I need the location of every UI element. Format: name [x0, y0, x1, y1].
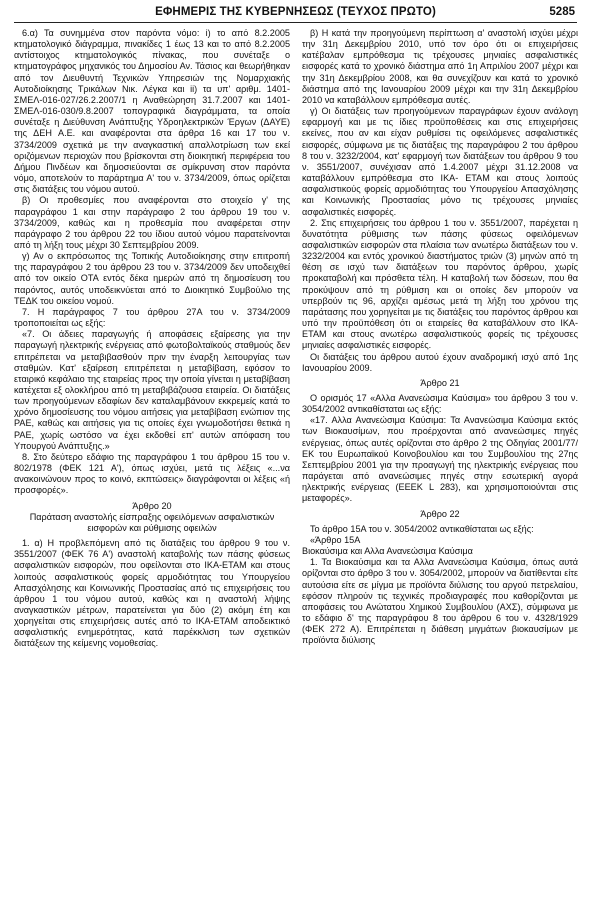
paragraph: 6.α) Τα συνημμένα στον παρόντα νόμο: i) το από 8.2.2005 κτηματολογικό διάγραμμα, πινακίδες 1 έως 13 και το από 8.2.2005 αντίστοιχος κτηματολογικός πίνακας, που συνέταξε ο κτηματογράφος μηχανικός του Δημοσίου Αν. Τάσιος και θεωρήθηκαν από τον Διευθυντή Τεχνικών Υπηρεσιών της Νομαρχιακής Αυτοδιοίκησης Τρικάλων Νικ. Λέγκα και ii) τα υπ' αριθμ. 1401-ΣΜΕΛ-016-027/26.2.2007/1 η Αναθεώρηση 31.7.2007 και 1401-ΣΜΕΛ-016-030/9.8.2007 τοπογραφικά διαγράμματα, τα οποία συνέταξε η Διεύθυνση Ανάπτυξης Υδροηλεκτρικών Έργων (ΔΑΥΕ) της ΔΕΗ Α.Ε. και αναφέρονται στα άρθρα 16 και 17 του ν. 3734/2009 σχετικά με την αναγκαστική απαλλοτρίωση των εκεί οριζόμενων περιοχών που βρίσκονται στη διοικητική περιφέρεια του Δήμου Πινδέων και δημοσιεύονται σε σμίκρυνση στον παρόντα νόμο, αποτελούν το παράρτημα Α' του ν. 3734/2009, όπως ορίζεται στις διατάξεις του νόμου αυτού. [14, 28, 290, 195]
gazette-title: ΕΦΗΜΕΡΙΣ ΤΗΣ ΚΥΒΕΡΝΗΣΕΩΣ (ΤΕΥΧΟΣ ΠΡΩΤΟ) [155, 6, 436, 18]
left-column [14, 28, 290, 650]
paragraph: «Άρθρο 15Α [310, 534, 361, 545]
paragraph: «17. Αλλα Ανανεώσιμα Καύσιμα: Τα Ανανεώσιμα Καύσιμα εκτός των Βιοκαυσίμων, που προέρχονται από ανανεώσιμες πηγές ενέργειας, όπως αυτές ορίζονται στο άρθρο 2 της Οδηγίας 2001/77/ΕΚ του Ευρωπαϊκού Κοινοβουλίου και του Συμβουλίου της 27ης Σεπτεμβρίου 2001 για την προαγωγή της ηλεκτρικής ενέργειας που παράγεται από ανανεώσιμες πηγές στην εσωτερική αγορά ηλεκτρικής ενέργειας (ΕΕΕΚ L 283), και χρησιμοποιούνται στις μεταφορές». [302, 415, 578, 504]
paragraph: β) Η κατά την προηγούμενη περίπτωση α' αναστολή ισχύει μέχρι την 31η Δεκεμβρίου 2010, υπό τον όρο ότι οι επιχειρήσεις κατέβαλαν εμπρόθεσμα τις τρέχουσες μηνιαίες ασφαλιστικές εισφορές κατά το χρονικό διάστημα από 1η Απριλίου 2007 μέχρι και την 31η Δεκεμβρίου 2008, και θα συνεχίζουν και κατά το χρονικό διάστημα από της Ιανουαρίου 2009 μέχρι και την 31η Δεκεμβρίου 2010 να καταβάλλουν εμπρόθεσμα αυτές. [302, 28, 578, 105]
paragraph: Ο ορισμός 17 «Αλλα Ανανεώσιμα Καύσιμα» του άρθρου 3 του ν. 3054/2002 αντικαθίσταται ως εξής: [302, 393, 578, 415]
article-title: Παράταση αναστολής είσπραξης οφειλόμενων ασφαλιστικών εισφορών και ρύθμισης οφειλών [29, 511, 275, 533]
paragraph: 8. Στο δεύτερο εδάφιο της παραγράφου 1 του άρθρου 15 του ν. 802/1978 (ΦΕΚ 121 Α'), όπως ισχύει, μετά τις λέξεις «...να ανακοινώνουν προς το κοινό, εκπτώσεις» διαγράφονται οι λέξεις «ή προσφορές». [14, 451, 290, 496]
right-column [302, 28, 578, 646]
article-heading: Άρθρο 20 [132, 500, 172, 511]
page-header [14, 2, 577, 23]
paragraph: 1. Τα Βιοκαύσιμα και τα Αλλα Ανανεώσιμα Καύσιμα, όπως αυτά ορίζονται στο άρθρο 3 του ν. 3054/2002, μπορούν να διατίθενται είτε αυτούσια είτε σε μίγμα με προϊόντα διύλισης του αργού πετρελαίου, εφόσον πληρούν τις τεχνικές προδιαγραφές που καθορίζονται με αποφάσεις του Ανώτατου Χημικού Συμβουλίου (ΑΧΣ), σύμφωνα με το εδάφιο δ' της παραγράφου 8 του άρθρου 6 του ν. 4328/1929 (ΦΕΚ 272 Α). Επιτρέπεται η διάθεση μιγμάτων βιοκαυσίμων με προϊόντα διύλισης [302, 557, 578, 646]
article-heading: Άρθρο 22 [420, 508, 460, 519]
paragraph: «7. Οι άδειες παραγωγής ή αποφάσεις εξαίρεσης για την παραγωγή ηλεκτρικής ενέργειας από φωτοβολταϊκούς σταθμούς δεν επιτρέπεται να μεταβιβασθούν πριν την έναρξη λειτουργίας των σταθμών. Κατ' εξαίρεση επιτρέπεται η μεταβίβαση, εφόσον το εταιρικό κεφάλαιο της εταιρείας προς την οποία γίνεται η μεταβίβαση κατέχεται εξ ολοκλήρου από τη μεταβιβάζουσα εταιρεία. Οι διατάξεις των προηγούμενων εδαφίων δεν καταλαμβάνουν εκκρεμείς κατά το χρόνο δημοσίευσης του νόμου αιτήσεις για μεταβίβαση ενώπιον της ΡΑΕ, καθώς και αιτήσεις για τις οποίες έχει γνωμοδοτήσει θετικά η ΡΑΕ, χωρίς ωστόσο να έχει εκδοθεί επ' αυτών απόφαση του Υπουργού Ανάπτυξης.» [14, 329, 290, 451]
paragraph: γ) Οι διατάξεις των προηγούμενων παραγράφων έχουν ανάλογη εφαρμογή και με τις ίδιες προϋποθέσεις και στις επιχειρήσεις εκείνες, που αν και είχαν ρυθμίσει τις οφειλόμενες ασφαλιστικές εισφορές, σύμφωνα με τις διατάξεις της παραγράφου 2 του άρθρου 8 του ν. 3232/2004, κατ' εφαρμογή των διατάξεων του άρθρου 9 του ν. 3551/2007, συνέχισαν από 1.4.2007 μέχρι 31.12.2008 να καταβάλλουν εμπρόθεσμα στο ΙΚΑ- ΕΤΑΜ και στους λοιπούς ασφαλιστικούς φορείς αρμοδιότητας του Υπουργείου Απασχόλησης και Κοινωνικής Προστασίας μόνο τις τρέχουσες μηνιαίες ασφαλιστικές εισφορές. [302, 106, 578, 217]
paragraph: 2. Στις επιχειρήσεις του άρθρου 1 του ν. 3551/2007, παρέχεται η δυνατότητα ρύθμισης των πάσης φύσεως οφειλόμενων ασφαλιστικών εισφορών στα πλαίσια των ανωτέρω διατάξεων του ν. 3232/2004 και εντός χρονικού διαστήματος τριών (3) μηνών από τη θέση σε ισχύ των διατάξεων του παρόντος άρθρου, χωρίς προκαταβολή και πρόσθετα τέλη. Η καταβολή των δόσεων, που θα προκύψουν από τη ρύθμιση και οι οποίες δεν μπορούν να υπερβούν τις 96, αρχίζει αμέσως μετά τη λήξη του χρόνου της παράτασης που χορηγείται με τις διατάξεις του παρόντος άρθρου και υπό την προϋπόθεση ότι οι εταιρείες θα καταβάλλουν στο ΙΚΑ- ΕΤΑΜ και στους ανωτέρω ασφαλιστικούς φορείς τις τρέχουσες μηνιαίες ασφαλιστικές εισφορές. [302, 217, 578, 351]
paragraph: γ) Αν ο εκπρόσωπος της Τοπικής Αυτοδιοίκησης στην επιτροπή της παραγράφου 2 του άρθρου 23 του ν. 3734/2009 δεν υποδειχθεί από τον οικείο ΟΤΑ εντός δέκα ημερών από τη δημοσίευση του παρόντος, αυτός υποδεικνύεται από το Διοικητικό Συμβούλιο της ΤΕΔΚ του οικείου νομού. [14, 251, 290, 306]
article-heading: Άρθρο 21 [420, 377, 460, 388]
paragraph: Το άρθρο 15Α του ν. 3054/2002 αντικαθίσταται ως εξής: [310, 523, 534, 534]
paragraph: Οι διατάξεις του άρθρου αυτού έχουν αναδρομική ισχύ από 1ης Ιανουαρίου 2009. [302, 351, 578, 373]
page-number: 5285 [549, 6, 575, 18]
paragraph: 1. α) Η προβλεπόμενη από τις διατάξεις του άρθρου 9 του ν. 3551/2007 (ΦΕΚ 76 Α') αναστολή καταβολής των πάσης φύσεως ασφαλιστικών εισφορών, που οφείλονται στο ΙΚΑ-ΕΤΑΜ και στους λοιπούς ασφαλιστικούς φορείς αρμοδιότητας του Υπουργείου Απασχόλησης και Κοινωνικής Προστασίας από τις επιχειρήσεις του άρθρου 1 του νόμου αυτού, καθώς και η αναστολή λήψης αναγκαστικών μέτρων, παρατείνεται για δύο (2) ακόμη έτη και χορηγείται στις επιχειρήσεις αυτές από το ΙΚΑ-ΕΤΑΜ αποδεικτικό ασφαλιστικής ενημερότητας, κατά παρέκκλιση των σχετικών διατάξεων της κείμενης νομοθεσίας. [14, 538, 290, 649]
paragraph: β) Οι προθεσμίες που αναφέρονται στο στοιχείο γ' της παραγράφου 1 και στην παράγραφο 2 του άρθρου 19 του ν. 3734/2009, καθώς και η προθεσμία που αναφέρεται στην παράγραφο 2 του άρθρου 22 του ίδιου αυτού νόμου παρατείνονται από τη λήξη τους μέχρι 30 Σεπτεμβρίου 2009. [14, 195, 290, 250]
article-subtitle: Βιοκαύσιμα και Αλλα Ανανεώσιμα Καύσιμα [302, 546, 473, 557]
paragraph: 7. Η παράγραφος 7 του άρθρου 27Α του ν. 3734/2009 τροποποιείται ως εξής: [14, 306, 290, 329]
